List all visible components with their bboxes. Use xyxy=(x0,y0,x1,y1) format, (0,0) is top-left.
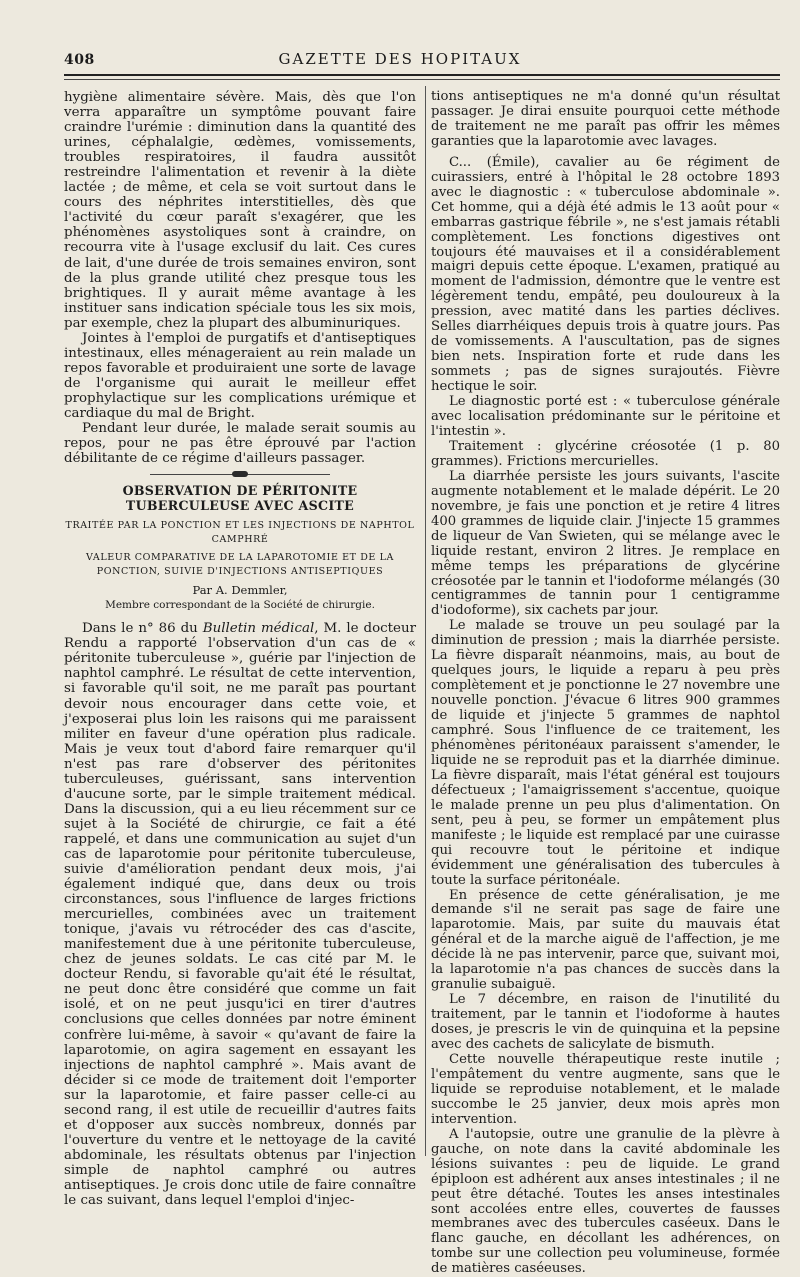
page-number: 408 xyxy=(64,52,95,68)
paragraph: Le diagnostic porté est : « tuberculose générale avec localisation prédominante sur le péritoine et l'intestin ». xyxy=(431,394,780,439)
text-run: , M. le docteur Rendu a rapporté l'observation d'un cas de « péritonite tuberculeuse », guérie par l'injection de naphtol camphré. Le résultat de cette intervention, si favorable qu'il soit, ne me paraît pas pourtant devoir nous encourager dans cette voie, et j'exposerai plus loin les raisons qui me paraissent militer en faveur d'une opération plus radicale. Mais je veux tout d'abord faire remarquer qu'il n'est pas rare d'observer des péritonites tuberculeuses, guérissant, sans intervention d'aucune sorte, par le simple traitement médical. Dans la discussion, qui a eu lieu récemment sur ce sujet à la Société de chirurgie, ce fait a été rappelé, et dans une communication au sujet d'un cas de laparotomie pour péritonite tuberculeuse, suivie d'amélioration pendant deux mois, j'ai également indiqué que, dans deux ou trois circonstances, sous l'influence de larges frictions mercurielles, combinées avec un traitement tonique, j'avais vu rétrocéder des cas d'ascite, manifestement due à une péritonite tuberculeuse, chez de jeunes soldats. Le cas cité par M. le docteur Rendu, si favorable qu'ait été le résultat, ne peut donc être considéré que comme un fait isolé, et on ne peut jusqu'ici en tirer d'autres conclusions que celles données par notre éminent confrère lui-même, à savoir « qu'avant de faire la laparotomie, on agira sagement en essayant les injections de naphtol camphré ». Mais avant de décider si ce mode de traitement doit l'emporter sur la laparotomie, et faire passer celle-ci au second rang, il est utile de recueillir d'autres faits et d'opposer aux succès nombreux, donnés par l'ouverture du ventre et le nettoyage de la cavité abdominale, les résultats obtenus par l'injection simple de naphtol camphré ou autres antiseptiques. Je crois donc utile de faire connaître le cas suivant, dans lequel l'emploi d'injec- xyxy=(64,621,417,1209)
section-separator xyxy=(150,474,330,475)
paragraph: hygiène alimentaire sévère. Mais, dès que l'on verra apparaître un symptôme pouvant faire craindre l'urémie : diminution dans la quantité des urines, céphalalgie, œdèmes, vomissements, troubles respiratoires, il faudra aussitôt restreindre l'alimentation et revenir à la diète lactée ; de même, et cela se voit surtout dans le cours des néphrites interstitielles, dès que l'activité du cœur paraît s'exagérer, que les phénomènes asystoliques sont à craindre, on recourra vite à l'usage exclusif du lait. Ces cures de lait, d'une durée de trois semaines environ, sont de la plus grande utilité chez presque tous les brightiques. Il y aurait même avantage à les instituer sans indication spéciale tous les six mois, par exemple, chez la plupart des albuminuriques. xyxy=(64,90,416,331)
paragraph: tions antiseptiques ne m'a donné qu'un résultat passager. Je dirai ensuite pourquoi cette méthode de traitement ne me paraît pas offrir les mêmes garanties que la laparotomie avec lavages. xyxy=(431,89,780,149)
paragraph xyxy=(64,621,416,1208)
paragraph: La diarrhée persiste les jours suivants, l'ascite augmente notablement et le malade dépérit. Le 20 novembre, je fais une ponction et je retire 4 litres 400 grammes de liquide clair. J'injecte 15 grammes de liqueur de Van Swieten, qui se mélange avec le liquide restant, environ 2 litres. Je remplace en même temps les préparations de glycérine créosotée par le tannin et l'iodoforme mélangés (30 centigrammes de tannin pour 1 centigramme d'iodoforme), six cachets par jour. xyxy=(431,468,780,619)
paragraph: A l'autopsie, outre une granulie de la plèvre à gauche, on note dans la cavité abdominale les lésions suivantes : peu de liquide. Le grand épiploon est adhérent aux anses intestinales ; il ne peut être détaché. Toutes les anses intestinales sont accolées entre elles, couvertes de fausses membranes avec des tubercules caséeux. Dans le flanc gauche, en décollant les adhérences, on tombe sur une collection peu volumineuse, formée de matières caséeuses. xyxy=(431,1126,780,1277)
right-column xyxy=(431,89,780,1277)
paragraph: Le malade se trouve un peu soulagé par la diminution de pression ; mais la diarrhée persiste. La fièvre disparaît néanmoins, mais, au bout de quelques jours, le liquide a reparu à peu près complètement et je ponctionne le 27 novembre une nouvelle ponction. J'évacue 6 litres 900 grammes de liquide et j'injecte 5 grammes de naphtol camphré. Sous l'influence de ce traitement, les phénomènes péritonéaux paraissent s'amender, le liquide ne se reproduit pas et la diarrhée diminue. La fièvre disparaît, mais l'état général est toujours défectueux ; l'amaigrissement s'accentue, quoique le malade prenne un peu plus d'alimentation. On sent, peu à peu, se former un empâtement plus manifeste ; le liquide est remplacé par une cuirasse qui recouvre tout le péritoine et indique évidemment une généralisation des tubercules à toute la surface péritonéale. xyxy=(431,618,780,888)
author-affiliation: Membre correspondant de la Société de chirurgie. xyxy=(105,599,375,612)
author-line: Par A. Demmler, xyxy=(192,583,288,598)
paragraph: C... (Émile), cavalier au 6e régiment de cuirassiers, entré à l'hôpital le 28 octobre 1893 avec le diagnostic : « tuberculose abdominale ». Cet homme, qui a déjà été admis le 13 août pour « embarras gastrique fébrile », ne s'est jamais rétabli complètement. Les fonctions digestives ont toujours été mauvaises et il a considérablement maigri depuis cette époque. L'examen, pratiqué au moment de l'admission, démontre que le ventre est légèrement tendu, empâté, peu douloureux à la pression, avec matité dans les parties déclives. Selles diarrhéiques depuis trois à quatre jours. Pas de vomissements. A l'auscultation, pas de signes bien nets. Inspiration forte et rude dans les sommets ; pas de signes surajoutés. Fièvre hectique le soir. xyxy=(431,154,780,395)
journal-title: GAZETTE DES HOPITAUX xyxy=(278,50,522,68)
paragraph: Traitement : glycérine créosotée (1 p. 80 grammes). Frictions mercurielles. xyxy=(431,438,780,469)
header-rule-thin xyxy=(64,79,780,80)
article-title: OBSERVATION DE PÉRITONITE TUBERCULEUSE AVEC ASCITE xyxy=(122,483,358,514)
article-subtitle: TRAITÉE PAR LA PONCTION ET LES INJECTIONS DE NAPHTOL CAMPHRÉ xyxy=(65,520,415,546)
left-column xyxy=(64,90,417,1209)
paragraph: Le 7 décembre, en raison de l'inutilité du traitement, par le tannin et l'iodoforme à hautes doses, je prescris le vin de quinquina et la pepsine avec des cachets de salicylate de bismuth. xyxy=(431,992,780,1053)
page-header xyxy=(0,0,800,80)
journal-reference: Bulletin médical xyxy=(202,621,315,637)
paragraph: Jointes à l'emploi de purgatifs et d'antiseptiques intestinaux, elles ménageraient au rein malade un repos favorable et produiraient une sorte de lavage de l'organisme qui aurait le meilleur effet prophylactique sur les complications urémique et cardiaque du mal de Bright. xyxy=(64,330,416,421)
paragraph: En présence de cette généralisation, je me demande s'il ne serait pas sage de faire une laparotomie. Mais, par suite du mauvais état général et de la marche aiguë de l'affection, je me décide là ne pas intervenir, parce que, suivant moi, la laparotomie n'a pas chances de succès dans la granulie subaiguë. xyxy=(431,887,780,993)
article-subtitle: VALEUR COMPARATIVE DE LA LAPAROTOMIE ET DE LA PONCTION, SUIVIE D'INJECTIONS ANTISEPTIQUES xyxy=(86,552,394,578)
paragraph: Cette nouvelle thérapeutique reste inutile ; l'empâtement du ventre augmente, sans que le liquide se reproduise notablement, et le malade succombe le 25 janvier, deux mois après mon intervention. xyxy=(431,1052,780,1127)
header-rule xyxy=(64,74,780,76)
paragraph: Pendant leur durée, le malade serait soumis au repos, pour ne pas être éprouvé par l'action débilitante de ce régime d'ailleurs passager. xyxy=(64,421,416,467)
text-run: Dans le n° 86 du xyxy=(82,621,203,637)
column-divider xyxy=(425,86,426,1156)
